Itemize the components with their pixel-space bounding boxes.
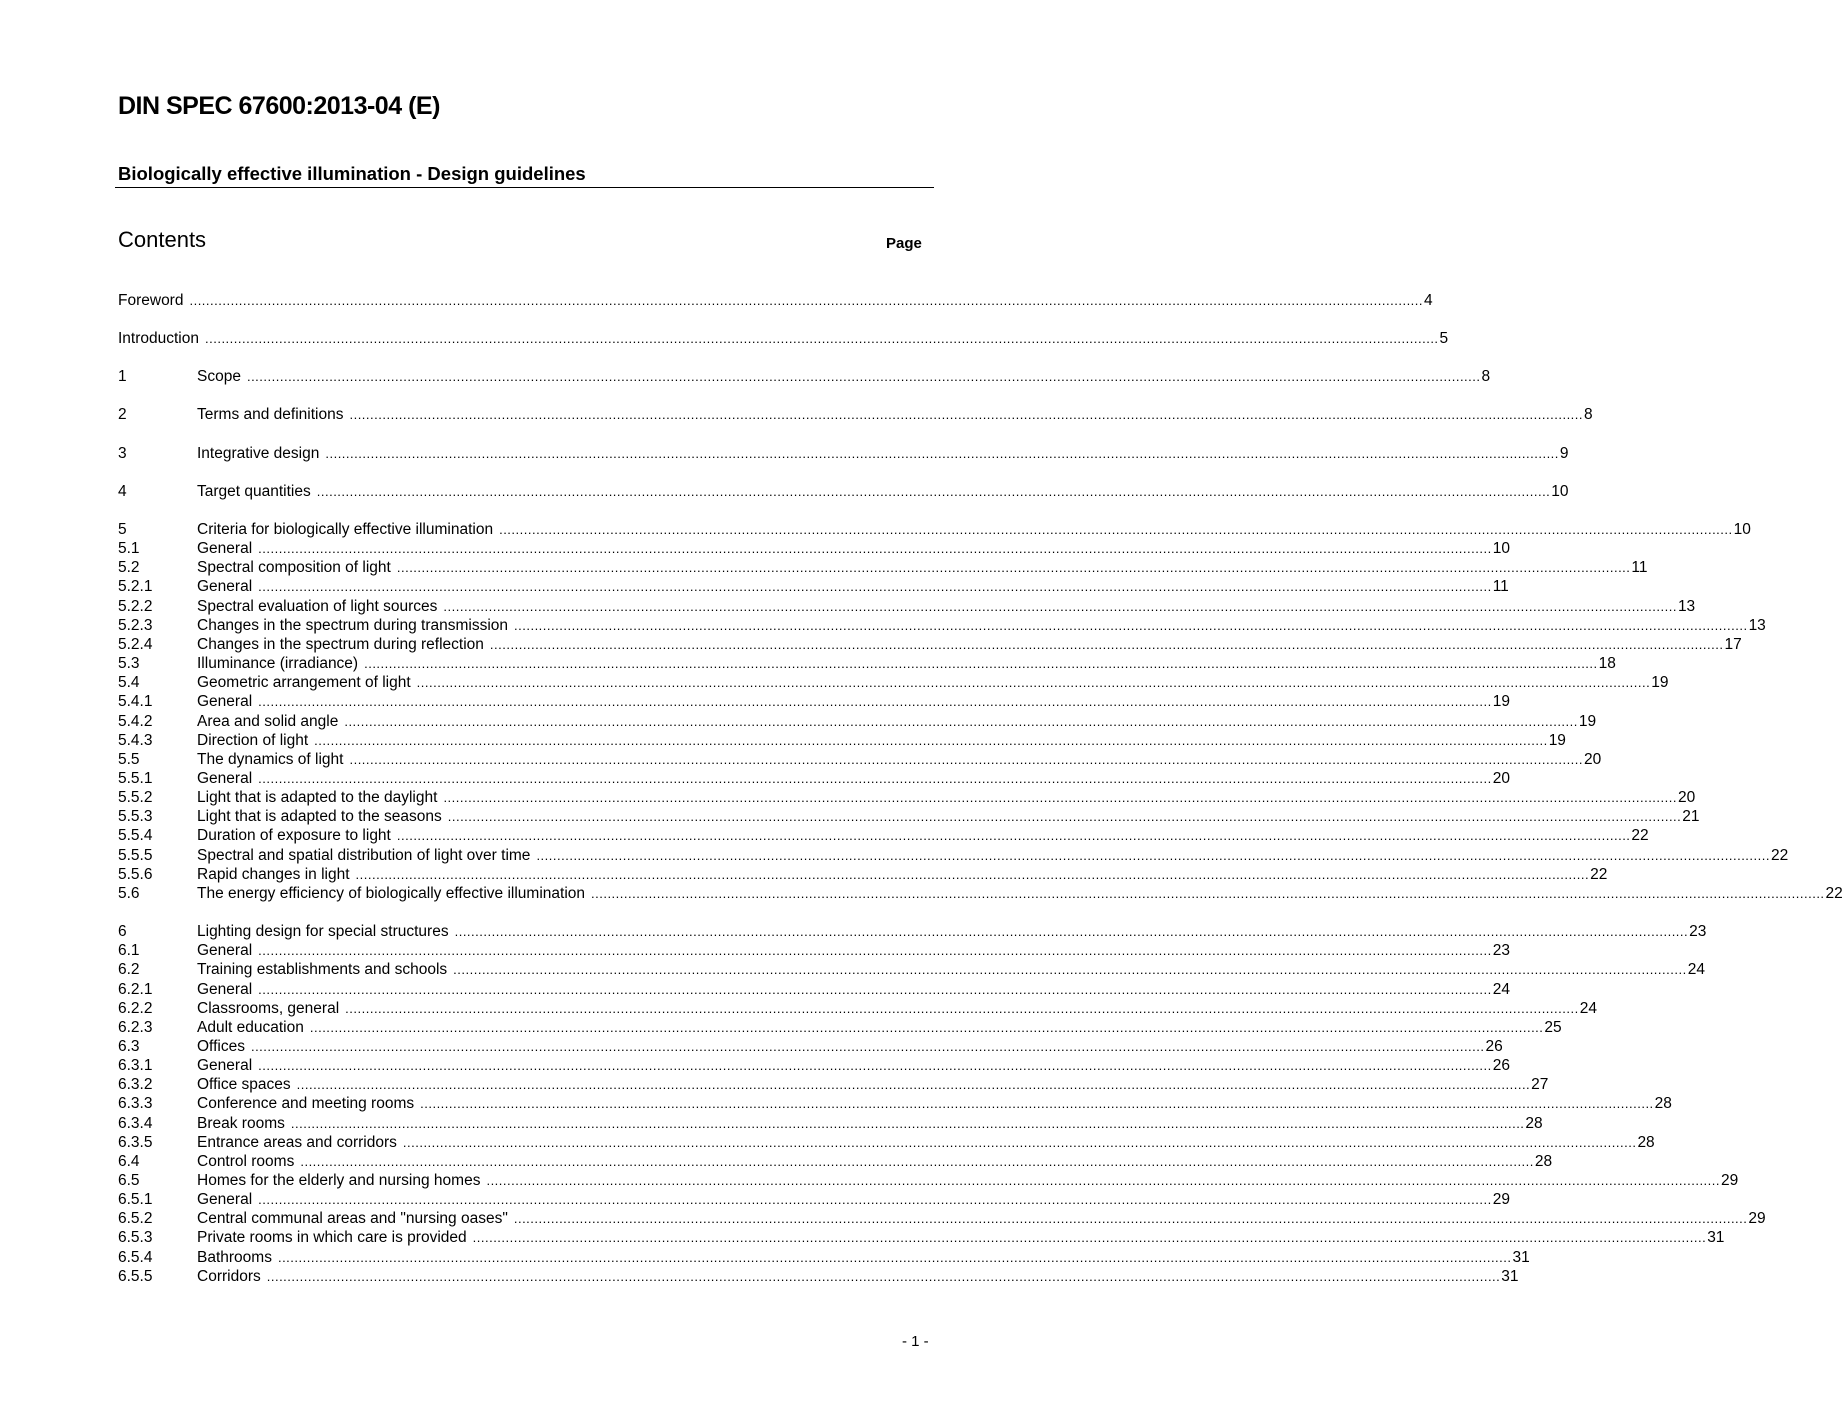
toc-entry-page: 19: [1492, 693, 1510, 711]
toc-entry-page: 28: [1534, 1152, 1553, 1170]
toc-entry-title: Lighting design for special structures: [197, 923, 449, 941]
toc-entry-page: 20: [1492, 769, 1510, 787]
toc-dot-leader: ............................................................................................................................................................................................................................................................................................................: [416, 675, 1651, 691]
toc-entry-number: 6.3: [118, 1037, 140, 1055]
toc-entry[interactable]: [118, 1114, 1543, 1134]
toc-entry-number: 6.1: [118, 942, 140, 960]
toc-dot-leader: ............................................................................................................................................................................................................................................................................................................: [355, 866, 1590, 882]
toc-entry-number: 6.2.1: [118, 980, 153, 998]
toc-entry-number: 5.4.1: [118, 693, 153, 711]
toc-dot-leader: ............................................................................................................................................................................................................................................................................................................: [513, 1211, 1748, 1227]
toc-entry-title: General: [197, 693, 253, 711]
toc-entry-page: 26: [1492, 1057, 1510, 1075]
toc-entry[interactable]: [118, 1229, 1725, 1248]
toc-entry-title: General: [197, 1057, 253, 1075]
toc-dot-leader: ............................................................................................................................................................................................................................................................................................................: [258, 1058, 1492, 1074]
toc-entry-title: Corridors: [197, 1267, 261, 1285]
toc-dot-leader: ............................................................................................................................................................................................................................................................................................................: [314, 732, 1548, 748]
page-column-heading: Page: [886, 235, 922, 252]
toc-entry[interactable]: [118, 942, 1510, 961]
toc-dot-leader: ............................................................................................................................................................................................................................................................................................................: [296, 1077, 1531, 1093]
toc-dot-leader: ............................................................................................................................................................................................................................................................................................................: [277, 1249, 1512, 1265]
toc-entry-page: 23: [1689, 923, 1707, 941]
toc-entry-title: Illuminance (irradiance): [197, 655, 359, 673]
toc-entry-page: 31: [1707, 1229, 1725, 1247]
toc-entry[interactable]: [118, 1076, 1549, 1095]
toc-dot-leader: ............................................................................................................................................................................................................................................................................................................: [499, 522, 1733, 537]
toc-entry-title: Duration of exposure to light: [197, 827, 391, 845]
toc-entry-page: 17: [1724, 635, 1742, 653]
toc-entry-page: 29: [1748, 1210, 1766, 1228]
toc-entry-number: 6.2: [118, 961, 140, 979]
toc-entry-title: General: [197, 1191, 253, 1209]
toc-entry-title: Foreword: [118, 292, 184, 309]
toc-entry[interactable]: [118, 482, 1569, 502]
toc-entry-page: 28: [1654, 1095, 1672, 1113]
toc-entry[interactable]: [118, 1133, 1655, 1153]
toc-entry-number: 6.2.2: [118, 999, 153, 1017]
toc-entry-title: Geometric arrangement of light: [197, 674, 411, 692]
toc-dot-leader: ............................................................................................................................................................................................................................................................................................................: [591, 885, 1825, 901]
toc-entry-number: 6.5.2: [118, 1210, 153, 1228]
toc-dot-leader: ............................................................................................................................................................................................................................................................................................................: [420, 1096, 1654, 1112]
toc-entry[interactable]: [118, 521, 1751, 540]
toc-entry[interactable]: [118, 578, 1509, 597]
toc-entry-number: 3: [118, 444, 127, 462]
toc-entry[interactable]: [118, 559, 1648, 578]
toc-dot-leader: ............................................................................................................................................................................................................................................................................................................: [316, 483, 1551, 499]
toc-entry-page: 10: [1492, 540, 1510, 558]
toc-entry-title: Changes in the spectrum during reflection: [197, 635, 484, 653]
toc-entry-title: Office spaces: [197, 1076, 291, 1094]
toc-dot-leader: ............................................................................................................................................................................................................................................................................................................: [349, 751, 1584, 767]
toc-entry-title: Light that is adapted to the seasons: [197, 808, 442, 826]
toc-entry-number: 6.3.4: [118, 1114, 153, 1132]
toc-entry-number: 6.3.5: [118, 1133, 153, 1151]
toc-entry-title: The energy efficiency of biologically effective illumination: [197, 884, 585, 902]
toc-entry[interactable]: [118, 712, 1597, 732]
toc-dot-leader: ............................................................................................................................................................................................................................................................................................................: [300, 1153, 1534, 1169]
toc-entry-title: Adult education: [197, 1018, 304, 1036]
toc-dot-leader: ............................................................................................................................................................................................................................................................................................................: [258, 943, 1492, 959]
toc-entry[interactable]: [118, 846, 1789, 866]
toc-entry[interactable]: [118, 1172, 1739, 1191]
toc-entry-page: 20: [1584, 750, 1602, 768]
toc-entry-title: Entrance areas and corridors: [197, 1133, 397, 1151]
toc-entry-number: 6: [118, 923, 127, 941]
toc-entry-page: 10: [1733, 521, 1751, 538]
toc-entry-page: 5: [1439, 330, 1449, 347]
toc-entry-title: Offices: [197, 1037, 245, 1055]
toc-entry-title: Scope: [197, 368, 241, 386]
contents-heading: Contents: [118, 227, 207, 252]
toc-entry-page: 8: [1481, 368, 1491, 386]
toc-entry-page: 29: [1721, 1172, 1739, 1189]
toc-dot-leader: ............................................................................................................................................................................................................................................................................................................: [396, 560, 1631, 576]
toc-dot-leader: ............................................................................................................................................................................................................................................................................................................: [396, 828, 1631, 844]
toc-entry-number: 5.2.1: [118, 578, 153, 596]
toc-entry-number: 5.4: [118, 674, 140, 692]
toc-entry-title: Terms and definitions: [197, 406, 344, 424]
toc-entry-page: 20: [1677, 789, 1696, 807]
toc-entry-number: 5.5.1: [118, 769, 153, 787]
toc-entry[interactable]: [118, 769, 1510, 789]
toc-entry-title: Homes for the elderly and nursing homes: [197, 1172, 481, 1189]
toc-dot-leader: ............................................................................................................................................................................................................................................................................................................: [266, 1268, 1501, 1284]
toc-entry-number: 6.3.3: [118, 1095, 153, 1113]
toc-entry-page: 13: [1677, 597, 1696, 615]
toc-dot-leader: ............................................................................................................................................................................................................................................................................................................: [454, 924, 1689, 940]
toc-entry-number: 5.5.6: [118, 865, 153, 883]
toc-dot-leader: ............................................................................................................................................................................................................................................................................................................: [344, 713, 1578, 729]
title-divider: [115, 187, 934, 188]
toc-entry-title: General: [197, 980, 253, 998]
toc-entry-number: 5.4.3: [118, 731, 153, 749]
document-title: DIN SPEC 67600:2013-04 (E): [118, 92, 440, 120]
toc-entry-title: The dynamics of light: [197, 750, 344, 768]
toc-entry-number: 6.5.1: [118, 1191, 153, 1209]
toc-dot-leader: ............................................................................................................................................................................................................................................................................................................: [536, 847, 1770, 863]
toc-entry-title: Area and solid angle: [197, 712, 339, 730]
toc-entry-title: Classrooms, general: [197, 999, 340, 1017]
toc-entry-page: 31: [1512, 1248, 1530, 1266]
toc-entry-number: 5.5.5: [118, 846, 153, 864]
toc-entry-page: 22: [1825, 884, 1843, 902]
toc-entry-title: Spectral composition of light: [197, 559, 391, 577]
toc-entry[interactable]: [118, 731, 1566, 751]
toc-entry-title: Private rooms in which care is provided: [197, 1229, 467, 1247]
toc-entry-number: 5: [118, 521, 127, 538]
toc-entry-number: 5.2: [118, 559, 140, 577]
toc-entry-number: 5.6: [118, 884, 140, 902]
toc-entry-number: 5.5.2: [118, 789, 153, 807]
toc-entry-page: 22: [1590, 865, 1608, 883]
toc-dot-leader: ............................................................................................................................................................................................................................................................................................................: [447, 809, 1682, 825]
toc-entry-title: Integrative design: [197, 444, 320, 462]
toc-entry[interactable]: [118, 368, 1491, 387]
toc-dot-leader: ............................................................................................................................................................................................................................................................................................................: [364, 656, 1598, 672]
toc-entry[interactable]: [118, 1267, 1519, 1287]
toc-entry-page: 8: [1584, 406, 1593, 424]
toc-entry-page: 22: [1631, 827, 1649, 845]
toc-entry[interactable]: [118, 808, 1700, 827]
toc-entry-title: Control rooms: [197, 1152, 295, 1170]
toc-entry-title: Spectral and spatial distribution of light over time: [197, 846, 531, 864]
toc-entry[interactable]: [118, 884, 1843, 904]
toc-entry[interactable]: [118, 1152, 1553, 1172]
toc-entry-number: 6.4: [118, 1152, 140, 1170]
toc-entry-number: 5.2.4: [118, 635, 153, 653]
toc-entry-page: 21: [1682, 808, 1700, 826]
toc-entry-title: Light that is adapted to the daylight: [197, 789, 438, 807]
toc-dot-leader: ............................................................................................................................................................................................................................................................................................................: [246, 369, 1481, 385]
toc-entry-number: 5.2.2: [118, 597, 153, 615]
toc-entry[interactable]: [118, 674, 1669, 693]
toc-entry-number: 6.2.3: [118, 1018, 153, 1036]
toc-entry-page: 11: [1492, 578, 1509, 596]
toc-entry-page: 13: [1748, 616, 1766, 634]
toc-entry-number: 5.1: [118, 540, 140, 558]
toc-entry[interactable]: [118, 444, 1569, 464]
toc-entry-number: 5.5.4: [118, 827, 153, 845]
toc-entry[interactable]: [118, 1248, 1530, 1268]
toc-entry-page: 23: [1492, 942, 1510, 960]
toc-dot-leader: ............................................................................................................................................................................................................................................................................................................: [349, 407, 1584, 423]
toc-entry-page: 9: [1559, 444, 1569, 462]
toc-entry-page: 19: [1651, 674, 1669, 692]
toc-entry[interactable]: [118, 961, 1705, 980]
toc-entry[interactable]: [118, 827, 1649, 846]
toc-entry[interactable]: [118, 330, 1449, 349]
toc-dot-leader: ............................................................................................................................................................................................................................................................................................................: [189, 293, 1424, 308]
toc-dot-leader: ............................................................................................................................................................................................................................................................................................................: [489, 636, 1724, 652]
toc-entry[interactable]: [118, 292, 1433, 311]
toc-entry-page: 22: [1770, 846, 1789, 864]
toc-entry-page: 24: [1687, 961, 1705, 979]
toc-dot-leader: ............................................................................................................................................................................................................................................................................................................: [309, 1019, 1544, 1035]
toc-entry-title: Bathrooms: [197, 1248, 272, 1266]
toc-entry-title: Changes in the spectrum during transmission: [197, 616, 509, 634]
toc-entry-page: 18: [1598, 655, 1616, 673]
toc-entry-page: 28: [1637, 1133, 1655, 1151]
toc-entry[interactable]: [118, 865, 1608, 885]
toc-entry-title: Direction of light: [197, 731, 309, 749]
toc-entry-page: 19: [1578, 712, 1597, 730]
toc-entry[interactable]: [118, 1191, 1510, 1210]
toc-entry[interactable]: [118, 655, 1616, 674]
toc-entry[interactable]: [118, 999, 1597, 1019]
toc-entry-page: 19: [1548, 731, 1566, 749]
toc-entry-number: 5.5.3: [118, 808, 153, 826]
toc-dot-leader: ............................................................................................................................................................................................................................................................................................................: [514, 617, 1748, 633]
toc-entry-title: General: [197, 942, 253, 960]
toc-entry-page: 25: [1544, 1018, 1562, 1036]
toc-entry-number: 6.3.2: [118, 1076, 153, 1094]
toc-entry-title: Target quantities: [197, 482, 311, 500]
toc-entry[interactable]: [118, 1095, 1672, 1114]
toc-entry-page: 27: [1531, 1076, 1549, 1094]
toc-dot-leader: ............................................................................................................................................................................................................................................................................................................: [443, 790, 1677, 806]
toc-entry-title: Spectral evaluation of light sources: [197, 597, 438, 615]
toc-entry[interactable]: [118, 1057, 1510, 1076]
toc-entry[interactable]: [118, 1018, 1562, 1038]
toc-dot-leader: ............................................................................................................................................................................................................................................................................................................: [345, 1000, 1579, 1016]
toc-entry-title: Introduction: [118, 330, 199, 347]
toc-entry-title: Criteria for biologically effective illumination: [197, 521, 494, 538]
toc-entry[interactable]: [118, 616, 1766, 636]
toc-entry-number: 5.3: [118, 655, 140, 673]
toc-entry-number: 6.5.5: [118, 1267, 153, 1285]
document-subtitle: Biologically effective illumination - Design guidelines: [118, 163, 586, 184]
toc-entry[interactable]: [118, 597, 1696, 617]
toc-entry-page: 26: [1485, 1037, 1503, 1055]
toc-entry-number: 2: [118, 406, 127, 424]
toc-entry[interactable]: [118, 406, 1593, 425]
toc-entry-number: 1: [118, 368, 127, 386]
toc-entry[interactable]: [118, 693, 1510, 712]
toc-entry-title: Training establishments and schools: [197, 961, 448, 979]
toc-dot-leader: ............................................................................................................................................................................................................................................................................................................: [472, 1230, 1707, 1246]
toc-dot-leader: ............................................................................................................................................................................................................................................................................................................: [290, 1115, 1525, 1131]
toc-dot-leader: ............................................................................................................................................................................................................................................................................................................: [205, 331, 1439, 346]
toc-entry-page: 4: [1424, 292, 1433, 309]
toc-entry-title: General: [197, 578, 253, 596]
toc-dot-leader: ............................................................................................................................................................................................................................................................................................................: [258, 541, 1492, 557]
toc-entry-number: 4: [118, 482, 127, 500]
toc-entry[interactable]: [118, 980, 1510, 1000]
toc-entry[interactable]: [118, 789, 1696, 808]
toc-entry[interactable]: [118, 540, 1510, 559]
toc-entry[interactable]: [118, 1210, 1766, 1229]
toc-entry-title: Conference and meeting rooms: [197, 1095, 415, 1113]
toc-dot-leader: ............................................................................................................................................................................................................................................................................................................: [402, 1134, 1637, 1150]
toc-entry-number: 5.5: [118, 750, 140, 768]
toc-entry-title: General: [197, 540, 253, 558]
toc-entry-number: 6.5: [118, 1172, 140, 1189]
toc-entry[interactable]: [118, 750, 1602, 770]
toc-dot-leader: ............................................................................................................................................................................................................................................................................................................: [250, 1038, 1485, 1054]
toc-dot-leader: ............................................................................................................................................................................................................................................................................................................: [453, 962, 1687, 978]
toc-entry-number: 5.2.3: [118, 616, 153, 634]
toc-entry-page: 28: [1525, 1114, 1543, 1132]
toc-entry-number: 6.5.3: [118, 1229, 153, 1247]
toc-dot-leader: ............................................................................................................................................................................................................................................................................................................: [258, 579, 1492, 595]
toc-entry-number: 6.3.1: [118, 1057, 153, 1075]
toc-entry[interactable]: [118, 923, 1707, 942]
toc-dot-leader: ............................................................................................................................................................................................................................................................................................................: [486, 1173, 1720, 1188]
toc-entry-title: Central communal areas and "nursing oases": [197, 1210, 508, 1228]
toc-entry-page: 10: [1551, 482, 1569, 500]
toc-dot-leader: ............................................................................................................................................................................................................................................................................................................: [258, 770, 1492, 786]
toc-entry-title: General: [197, 769, 253, 787]
toc-entry[interactable]: [118, 1037, 1503, 1057]
toc-entry-page: 31: [1501, 1267, 1519, 1285]
toc-entry-page: 24: [1579, 999, 1597, 1017]
toc-entry[interactable]: [118, 635, 1742, 655]
toc-dot-leader: ............................................................................................................................................................................................................................................................................................................: [258, 981, 1492, 997]
toc-dot-leader: ............................................................................................................................................................................................................................................................................................................: [443, 598, 1677, 614]
toc-entry-title: Break rooms: [197, 1114, 285, 1132]
toc-entry-page: 24: [1492, 980, 1510, 998]
toc-entry-number: 6.5.4: [118, 1248, 153, 1266]
toc-entry-title: Rapid changes in light: [197, 865, 350, 883]
toc-dot-leader: ............................................................................................................................................................................................................................................................................................................: [325, 445, 1559, 461]
toc-dot-leader: ............................................................................................................................................................................................................................................................................................................: [258, 1192, 1492, 1208]
toc-entry-number: 5.4.2: [118, 712, 153, 730]
toc-entry-page: 11: [1631, 559, 1648, 577]
toc-entry-page: 29: [1492, 1191, 1510, 1209]
page-number: - 1 -: [902, 1333, 929, 1350]
toc-dot-leader: ............................................................................................................................................................................................................................................................................................................: [258, 694, 1492, 710]
